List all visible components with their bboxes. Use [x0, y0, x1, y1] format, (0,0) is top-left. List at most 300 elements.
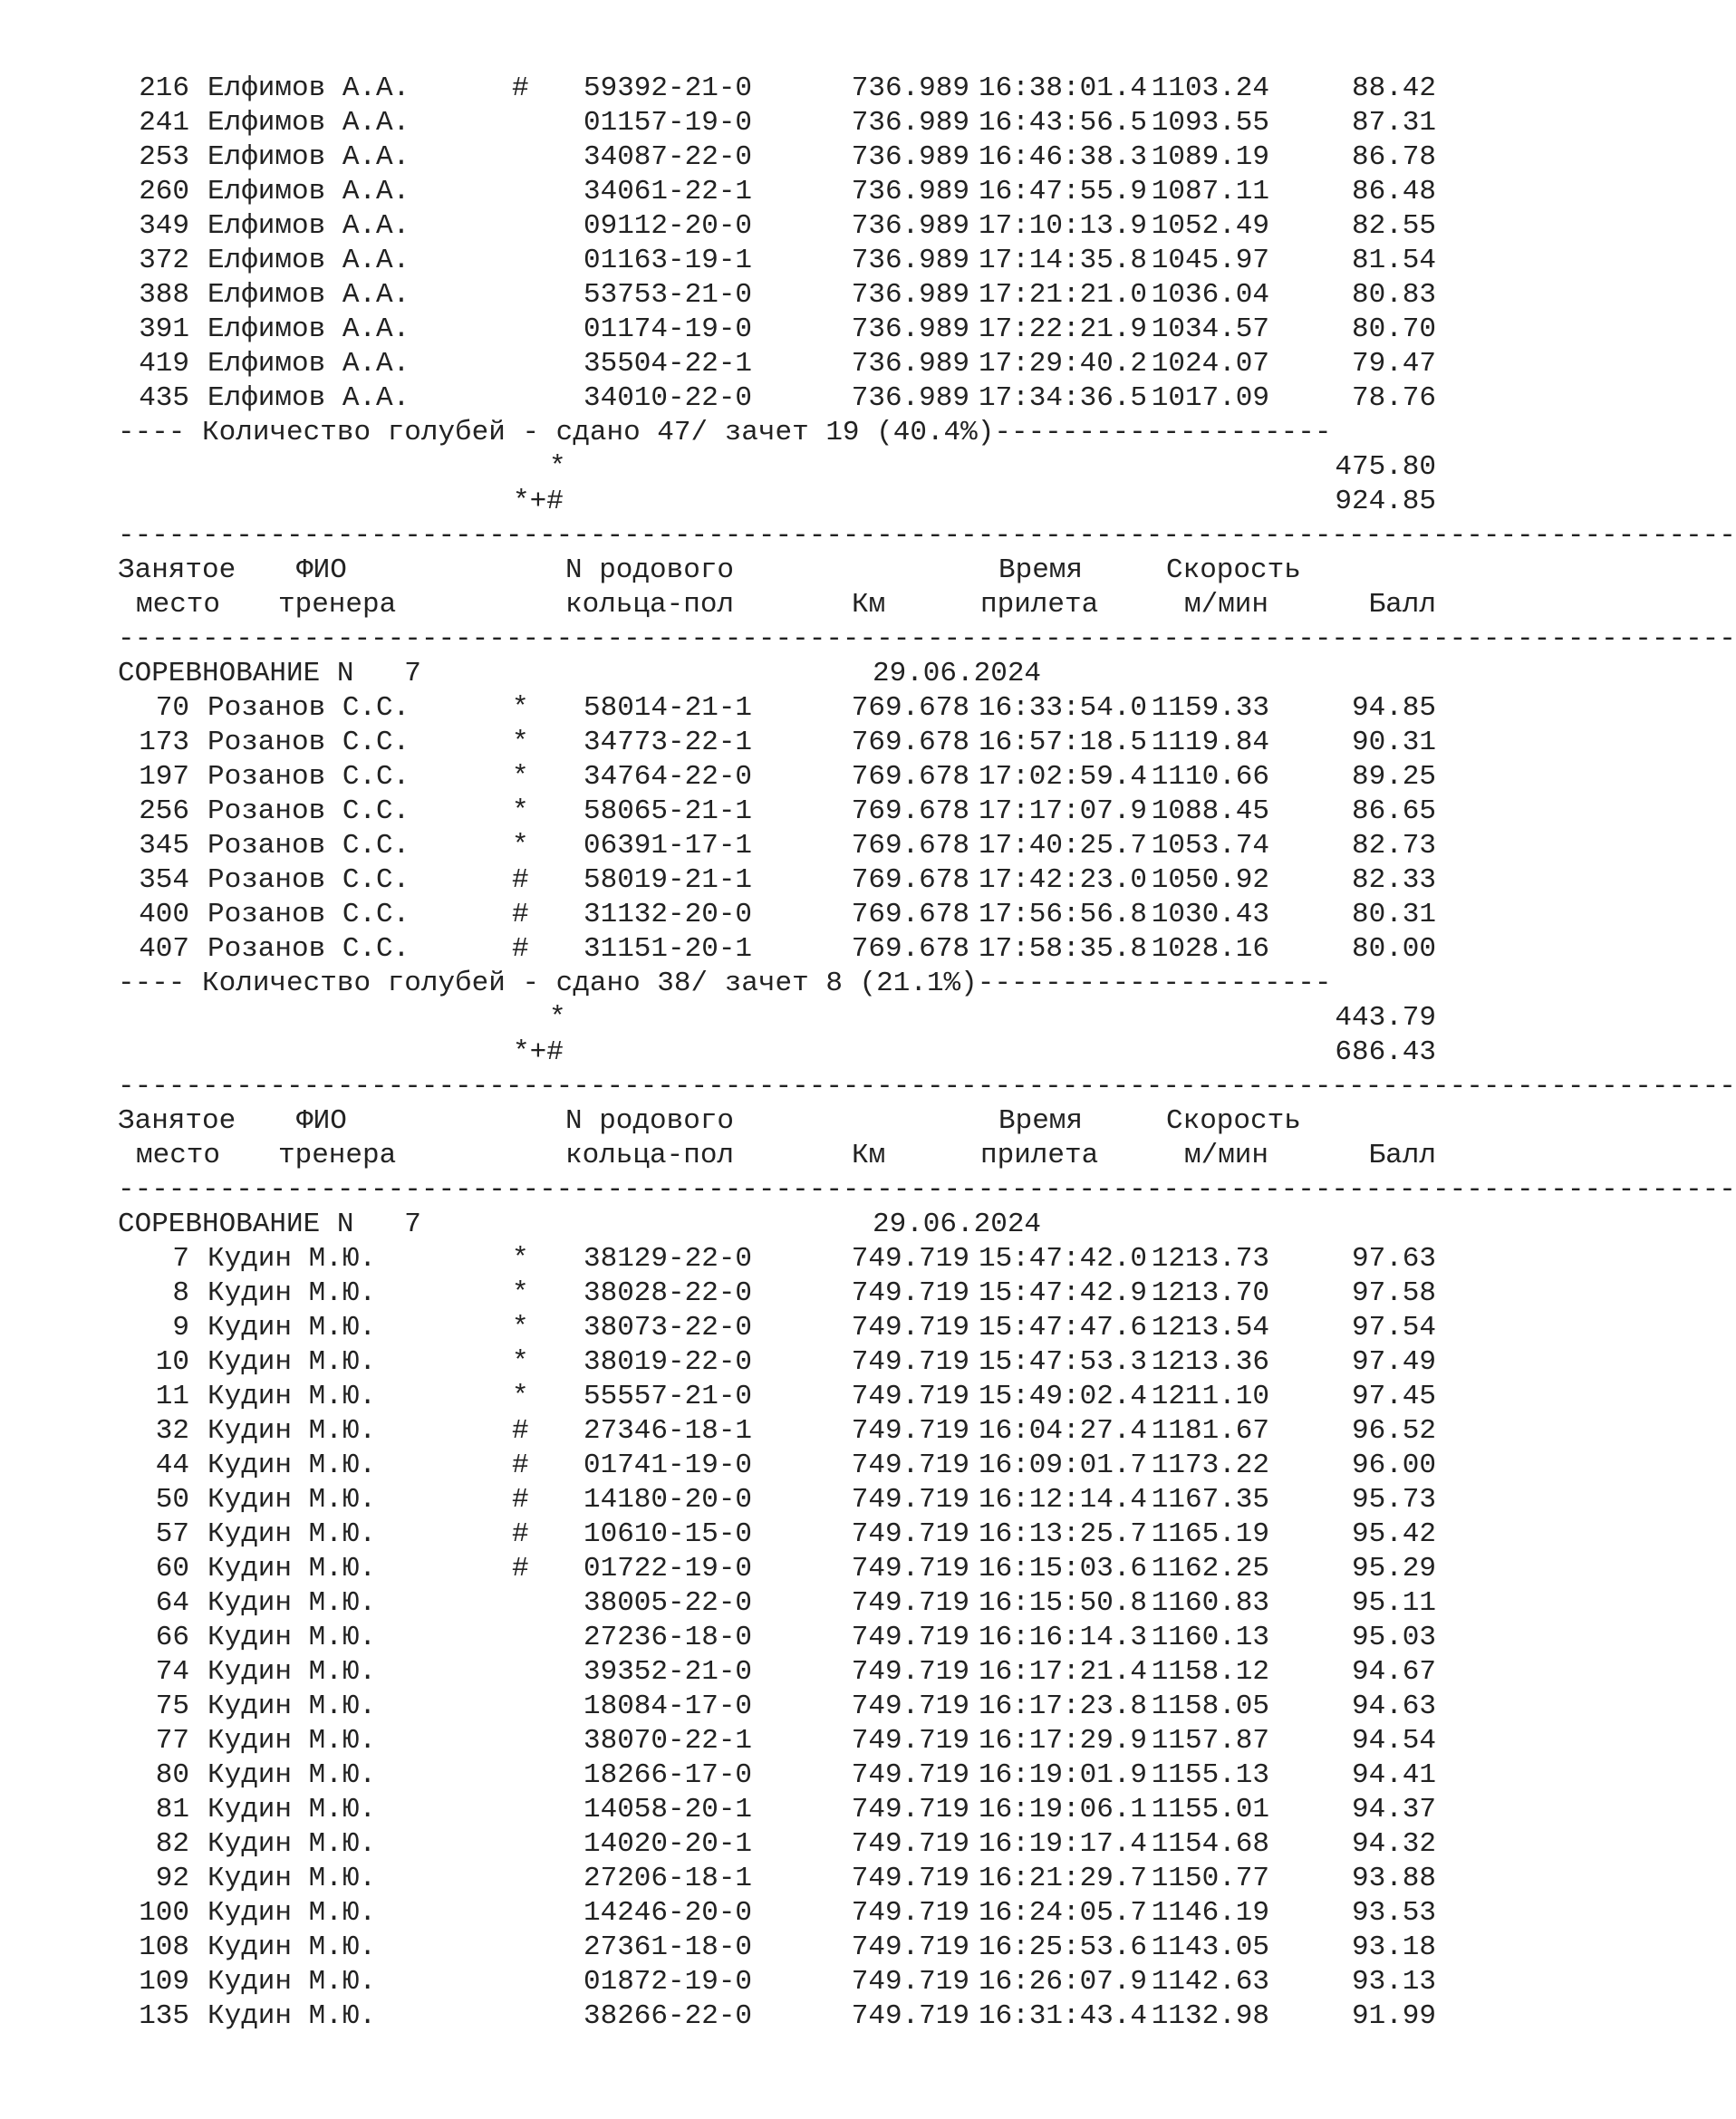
trainer-name: Кудин М.Ю.: [207, 1312, 377, 1344]
ring-number: 55557-21-0: [583, 1381, 753, 1412]
score: 95.29: [1351, 1553, 1436, 1584]
score: 93.88: [1351, 1863, 1436, 1894]
trainer-name: Елфимов А.А.: [207, 245, 410, 276]
arrival-time: 17:40:25.7: [979, 830, 1148, 862]
score: 94.41: [1351, 1759, 1436, 1791]
summary-line: [118, 967, 1436, 1001]
header-speed: Скорость: [1166, 1105, 1301, 1137]
ring-number: 38070-22-1: [583, 1725, 753, 1757]
ring-number: 38129-22-0: [583, 1243, 753, 1275]
arrival-time: 17:10:13.9: [979, 210, 1148, 242]
distance-km: 749.719: [851, 1553, 969, 1584]
table-row: [118, 829, 1436, 863]
header-fio-2: тренера: [278, 589, 397, 621]
arrival-time: 16:24:05.7: [979, 1897, 1148, 1929]
score: 97.45: [1351, 1381, 1436, 1412]
header-score: Балл: [1368, 589, 1436, 621]
distance-km: 749.719: [851, 1450, 969, 1481]
competition-date: 29.06.2024: [873, 1209, 1042, 1240]
table-row: [118, 1621, 1436, 1655]
arrival-time: 16:15:03.6: [979, 1553, 1148, 1584]
score: 86.78: [1351, 141, 1436, 173]
trainer-name: Елфимов А.А.: [207, 141, 410, 173]
speed: 1110.66: [1151, 761, 1269, 793]
trainer-name: Кудин М.Ю.: [207, 1794, 377, 1825]
table-row: [118, 1690, 1436, 1724]
place: 81: [155, 1794, 189, 1825]
header-place: Занятое: [118, 1105, 236, 1137]
distance-km: 749.719: [851, 1690, 969, 1722]
distance-km: 736.989: [851, 210, 969, 242]
ring-number: 27236-18-0: [583, 1622, 753, 1653]
ring-number: 14058-20-1: [583, 1794, 753, 1825]
score: 86.65: [1351, 795, 1436, 827]
ring-number: 38073-22-0: [583, 1312, 753, 1344]
table-row: [118, 175, 1436, 209]
score: 80.00: [1351, 933, 1436, 965]
arrival-time: 16:57:18.5: [979, 727, 1148, 758]
distance-km: 769.678: [851, 761, 969, 793]
score: 78.76: [1351, 382, 1436, 414]
speed: 1034.57: [1151, 313, 1269, 345]
star-total-line: [118, 450, 1436, 485]
score: 97.58: [1351, 1277, 1436, 1309]
table-row: [118, 760, 1436, 795]
competition-title: [118, 657, 1436, 691]
score: 80.70: [1351, 313, 1436, 345]
pigeon-count-summary: ---- Количество голубей - сдано 47/ зачет 19 (40.4%)--------------------: [118, 417, 1332, 448]
table-row: [118, 313, 1436, 347]
arrival-time: 17:17:07.9: [979, 795, 1148, 827]
place: 92: [155, 1863, 189, 1894]
ring-number: 58019-21-1: [583, 864, 753, 896]
arrival-time: 16:17:21.4: [979, 1656, 1148, 1688]
place: 82: [155, 1828, 189, 1860]
header-fio-2: тренера: [278, 1140, 397, 1171]
arrival-time: 16:33:54.0: [979, 692, 1148, 724]
score: 93.53: [1351, 1897, 1436, 1929]
trainer-name: Кудин М.Ю.: [207, 1966, 377, 1998]
distance-km: 769.678: [851, 864, 969, 896]
trainer-name: Кудин М.Ю.: [207, 1622, 377, 1653]
star-total-line: [118, 1001, 1436, 1035]
ring-number: 39352-21-0: [583, 1656, 753, 1688]
ring-number: 38005-22-0: [583, 1587, 753, 1619]
trainer-name: Кудин М.Ю.: [207, 1656, 377, 1688]
mark: #: [512, 1484, 529, 1516]
trainer-name: Розанов С.С.: [207, 692, 410, 724]
table-row: [118, 1724, 1436, 1758]
speed: 1160.83: [1151, 1587, 1269, 1619]
distance-km: 736.989: [851, 245, 969, 276]
ring-number: 27206-18-1: [583, 1863, 753, 1894]
ring-number: 53753-21-0: [583, 279, 753, 311]
place: 349: [139, 210, 189, 242]
arrival-time: 16:47:55.9: [979, 176, 1148, 207]
place: 44: [155, 1450, 189, 1481]
ring-number: 31151-20-1: [583, 933, 753, 965]
header-ring: N родового: [565, 554, 735, 586]
competition-name: СОРЕВНОВАНИЕ N 7: [118, 658, 421, 689]
table-row: [118, 1999, 1436, 2034]
speed: 1154.68: [1151, 1828, 1269, 1860]
speed: 1093.55: [1151, 107, 1269, 139]
distance-km: 749.719: [851, 1863, 969, 1894]
table-row: [118, 1896, 1436, 1931]
distance-km: 769.678: [851, 727, 969, 758]
speed: 1160.13: [1151, 1622, 1269, 1653]
arrival-time: 17:21:21.0: [979, 279, 1148, 311]
distance-km: 749.719: [851, 1725, 969, 1757]
combined-label: *+#: [513, 1036, 564, 1068]
score: 97.63: [1351, 1243, 1436, 1275]
distance-km: 769.678: [851, 830, 969, 862]
column-header-row-1: [118, 1104, 1436, 1139]
distance-km: 749.719: [851, 1243, 969, 1275]
place: 57: [155, 1518, 189, 1550]
speed: 1213.73: [1151, 1243, 1269, 1275]
score: 96.00: [1351, 1450, 1436, 1481]
table-row: [118, 1862, 1436, 1896]
speed: 1155.13: [1151, 1759, 1269, 1791]
ring-number: 34010-22-0: [583, 382, 753, 414]
trainer-name: Елфимов А.А.: [207, 279, 410, 311]
arrival-time: 16:16:14.3: [979, 1622, 1148, 1653]
trainer-name: Кудин М.Ю.: [207, 2000, 377, 2032]
header-score: Балл: [1368, 1140, 1436, 1171]
ring-number: 01174-19-0: [583, 313, 753, 345]
star-total: 443.79: [1335, 1002, 1436, 1034]
distance-km: 736.989: [851, 348, 969, 380]
column-header-row-1: [118, 554, 1436, 588]
arrival-time: 16:17:29.9: [979, 1725, 1148, 1757]
speed: 1088.45: [1151, 795, 1269, 827]
trainer-name: Елфимов А.А.: [207, 348, 410, 380]
arrival-time: 17:22:21.9: [979, 313, 1148, 345]
header-ring-2: кольца-пол: [565, 1140, 735, 1171]
star-label: *: [549, 1002, 566, 1034]
table-row: [118, 278, 1436, 313]
score: 94.32: [1351, 1828, 1436, 1860]
place: 391: [139, 313, 189, 345]
distance-km: 749.719: [851, 1312, 969, 1344]
mark: *: [512, 1243, 529, 1275]
table-row: [118, 1242, 1436, 1276]
distance-km: 736.989: [851, 279, 969, 311]
score: 82.55: [1351, 210, 1436, 242]
trainer-name: Розанов С.С.: [207, 727, 410, 758]
score: 95.73: [1351, 1484, 1436, 1516]
trainer-name: Кудин М.Ю.: [207, 1690, 377, 1722]
header-fio: ФИО: [296, 554, 347, 586]
speed: 1213.70: [1151, 1277, 1269, 1309]
score: 80.83: [1351, 279, 1436, 311]
table-row: [118, 1345, 1436, 1380]
table-row: [118, 106, 1436, 140]
trainer-name: Кудин М.Ю.: [207, 1587, 377, 1619]
table-row: [118, 1931, 1436, 1965]
score: 93.13: [1351, 1966, 1436, 1998]
header-fio: ФИО: [296, 1105, 347, 1137]
distance-km: 736.989: [851, 313, 969, 345]
score: 87.31: [1351, 107, 1436, 139]
arrival-time: 15:47:42.9: [979, 1277, 1148, 1309]
table-row: [118, 1586, 1436, 1621]
header-speed: Скорость: [1166, 554, 1301, 586]
header-ring-2: кольца-пол: [565, 589, 735, 621]
table-row: [118, 1380, 1436, 1414]
score: 94.63: [1351, 1690, 1436, 1722]
score: 94.67: [1351, 1656, 1436, 1688]
place: 435: [139, 382, 189, 414]
place: 256: [139, 795, 189, 827]
trainer-name: Кудин М.Ю.: [207, 1381, 377, 1412]
place: 197: [139, 761, 189, 793]
arrival-time: 16:12:14.4: [979, 1484, 1148, 1516]
competition-title: [118, 1208, 1436, 1242]
trainer-name: Кудин М.Ю.: [207, 1484, 377, 1516]
distance-km: 736.989: [851, 107, 969, 139]
separator: ------------------------------------------------------------------------------------------------: [118, 520, 1736, 552]
arrival-time: 16:19:01.9: [979, 1759, 1148, 1791]
combined-total-line: [118, 1035, 1436, 1070]
place: 173: [139, 727, 189, 758]
distance-km: 736.989: [851, 382, 969, 414]
ring-number: 01163-19-1: [583, 245, 753, 276]
trainer-name: Кудин М.Ю.: [207, 1277, 377, 1309]
mark: *: [512, 692, 529, 724]
distance-km: 749.719: [851, 1794, 969, 1825]
combined-total: 924.85: [1335, 486, 1436, 517]
speed: 1150.77: [1151, 1863, 1269, 1894]
combined-total: 686.43: [1335, 1036, 1436, 1068]
table-row: [118, 932, 1436, 967]
score: 94.54: [1351, 1725, 1436, 1757]
speed: 1213.36: [1151, 1346, 1269, 1378]
ring-number: 34764-22-0: [583, 761, 753, 793]
score: 94.85: [1351, 692, 1436, 724]
combined-label: *+#: [513, 486, 564, 517]
table-row: [118, 1449, 1436, 1483]
pigeon-count-summary: ---- Количество голубей - сдано 38/ зачет 8 (21.1%)---------------------: [118, 968, 1332, 999]
header-ring: N родового: [565, 1105, 735, 1137]
ring-number: 38019-22-0: [583, 1346, 753, 1378]
arrival-time: 16:43:56.5: [979, 107, 1148, 139]
trainer-name: Кудин М.Ю.: [207, 1346, 377, 1378]
table-row: [118, 1827, 1436, 1862]
place: 66: [155, 1622, 189, 1653]
ring-number: 01722-19-0: [583, 1553, 753, 1584]
table-row: [118, 863, 1436, 898]
table-row: [118, 140, 1436, 175]
arrival-time: 17:58:35.8: [979, 933, 1148, 965]
arrival-time: 16:13:25.7: [979, 1518, 1148, 1550]
competition-date: 29.06.2024: [873, 658, 1042, 689]
speed: 1045.97: [1151, 245, 1269, 276]
column-header-row-2: [118, 588, 1436, 622]
mark: #: [512, 1415, 529, 1447]
trainer-name: Кудин М.Ю.: [207, 1553, 377, 1584]
mark: *: [512, 1277, 529, 1309]
arrival-time: 15:47:47.6: [979, 1312, 1148, 1344]
speed: 1028.16: [1151, 933, 1269, 965]
distance-km: 749.719: [851, 1759, 969, 1791]
place: 241: [139, 107, 189, 139]
place: 354: [139, 864, 189, 896]
speed: 1162.25: [1151, 1553, 1269, 1584]
trainer-name: Розанов С.С.: [207, 830, 410, 862]
ring-number: 14246-20-0: [583, 1897, 753, 1929]
score: 91.99: [1351, 2000, 1436, 2032]
distance-km: 749.719: [851, 2000, 969, 2032]
distance-km: 749.719: [851, 1346, 969, 1378]
trainer-name: Кудин М.Ю.: [207, 1415, 377, 1447]
place: 11: [155, 1381, 189, 1412]
arrival-time: 17:02:59.4: [979, 761, 1148, 793]
table-row: [118, 1414, 1436, 1449]
place: 100: [139, 1897, 189, 1929]
table-row: [118, 1793, 1436, 1827]
table-row: [118, 691, 1436, 726]
place: 7: [172, 1243, 189, 1275]
arrival-time: 15:49:02.4: [979, 1381, 1148, 1412]
ring-number: 01157-19-0: [583, 107, 753, 139]
arrival-time: 16:31:43.4: [979, 2000, 1148, 2032]
place: 80: [155, 1759, 189, 1791]
distance-km: 749.719: [851, 1415, 969, 1447]
score: 82.33: [1351, 864, 1436, 896]
score: 90.31: [1351, 727, 1436, 758]
header-km: Км: [852, 589, 886, 621]
speed: 1181.67: [1151, 1415, 1269, 1447]
place: 74: [155, 1656, 189, 1688]
speed: 1024.07: [1151, 348, 1269, 380]
trainer-name: Елфимов А.А.: [207, 72, 410, 104]
table-row: [118, 1552, 1436, 1586]
place: 345: [139, 830, 189, 862]
place: 253: [139, 141, 189, 173]
trainer-name: Елфимов А.А.: [207, 382, 410, 414]
mark: *: [512, 761, 529, 793]
speed: 1213.54: [1151, 1312, 1269, 1344]
distance-km: 736.989: [851, 72, 969, 104]
score: 80.31: [1351, 899, 1436, 930]
trainer-name: Елфимов А.А.: [207, 210, 410, 242]
trainer-name: Розанов С.С.: [207, 864, 410, 896]
speed: 1146.19: [1151, 1897, 1269, 1929]
distance-km: 749.719: [851, 1381, 969, 1412]
table-row: [118, 209, 1436, 244]
trainer-name: Елфимов А.А.: [207, 313, 410, 345]
header-time: Время: [998, 1105, 1084, 1137]
place: 75: [155, 1690, 189, 1722]
trainer-name: Кудин М.Ю.: [207, 1759, 377, 1791]
speed: 1036.04: [1151, 279, 1269, 311]
trainer-name: Розанов С.С.: [207, 933, 410, 965]
score: 82.73: [1351, 830, 1436, 862]
speed: 1142.63: [1151, 1966, 1269, 1998]
score: 79.47: [1351, 348, 1436, 380]
arrival-time: 17:56:56.8: [979, 899, 1148, 930]
header-time-2: прилета: [980, 1140, 1099, 1171]
mark: *: [512, 830, 529, 862]
place: 260: [139, 176, 189, 207]
score: 96.52: [1351, 1415, 1436, 1447]
score: 81.54: [1351, 245, 1436, 276]
score: 88.42: [1351, 72, 1436, 104]
table-row: [118, 1517, 1436, 1552]
trainer-name: Кудин М.Ю.: [207, 1243, 377, 1275]
score: 95.42: [1351, 1518, 1436, 1550]
distance-km: 736.989: [851, 176, 969, 207]
place: 216: [139, 72, 189, 104]
ring-number: 38266-22-0: [583, 2000, 753, 2032]
ring-number: 10610-15-0: [583, 1518, 753, 1550]
speed: 1165.19: [1151, 1518, 1269, 1550]
table-row: [118, 381, 1436, 416]
arrival-time: 16:25:53.6: [979, 1931, 1148, 1963]
arrival-time: 15:47:53.3: [979, 1346, 1148, 1378]
separator: ------------------------------------------------------------------------------------------------: [118, 1174, 1736, 1206]
mark: #: [512, 933, 529, 965]
ring-number: 14180-20-0: [583, 1484, 753, 1516]
trainer-name: Розанов С.С.: [207, 761, 410, 793]
speed: 1158.05: [1151, 1690, 1269, 1722]
table-row: [118, 1483, 1436, 1517]
table-row: [118, 795, 1436, 829]
table-row: [118, 244, 1436, 278]
trainer-name: Розанов С.С.: [207, 899, 410, 930]
place: 32: [155, 1415, 189, 1447]
arrival-time: 15:47:42.0: [979, 1243, 1148, 1275]
ring-number: 27346-18-1: [583, 1415, 753, 1447]
place: 10: [155, 1346, 189, 1378]
ring-number: 01741-19-0: [583, 1450, 753, 1481]
column-header-row-2: [118, 1139, 1436, 1173]
speed: 1052.49: [1151, 210, 1269, 242]
header-place-2: место: [136, 1140, 221, 1171]
ring-number: 34773-22-1: [583, 727, 753, 758]
ring-number: 31132-20-0: [583, 899, 753, 930]
header-place: Занятое: [118, 554, 236, 586]
score: 89.25: [1351, 761, 1436, 793]
table-row: [118, 726, 1436, 760]
separator: ------------------------------------------------------------------------------------------------: [118, 1071, 1736, 1103]
arrival-time: 16:15:50.8: [979, 1587, 1148, 1619]
trainer-name: Кудин М.Ю.: [207, 1931, 377, 1963]
ring-number: 34061-22-1: [583, 176, 753, 207]
distance-km: 769.678: [851, 692, 969, 724]
speed: 1155.01: [1151, 1794, 1269, 1825]
distance-km: 749.719: [851, 1518, 969, 1550]
distance-km: 749.719: [851, 1656, 969, 1688]
ring-number: 18266-17-0: [583, 1759, 753, 1791]
header-place-2: место: [136, 589, 221, 621]
place: 9: [172, 1312, 189, 1344]
combined-total-line: [118, 485, 1436, 519]
place: 407: [139, 933, 189, 965]
speed: 1053.74: [1151, 830, 1269, 862]
speed: 1087.11: [1151, 176, 1269, 207]
place: 108: [139, 1931, 189, 1963]
distance-km: 749.719: [851, 1277, 969, 1309]
distance-km: 769.678: [851, 933, 969, 965]
table-row: [118, 1276, 1436, 1311]
speed: 1211.10: [1151, 1381, 1269, 1412]
place: 372: [139, 245, 189, 276]
speed: 1173.22: [1151, 1450, 1269, 1481]
arrival-time: 17:14:35.8: [979, 245, 1148, 276]
